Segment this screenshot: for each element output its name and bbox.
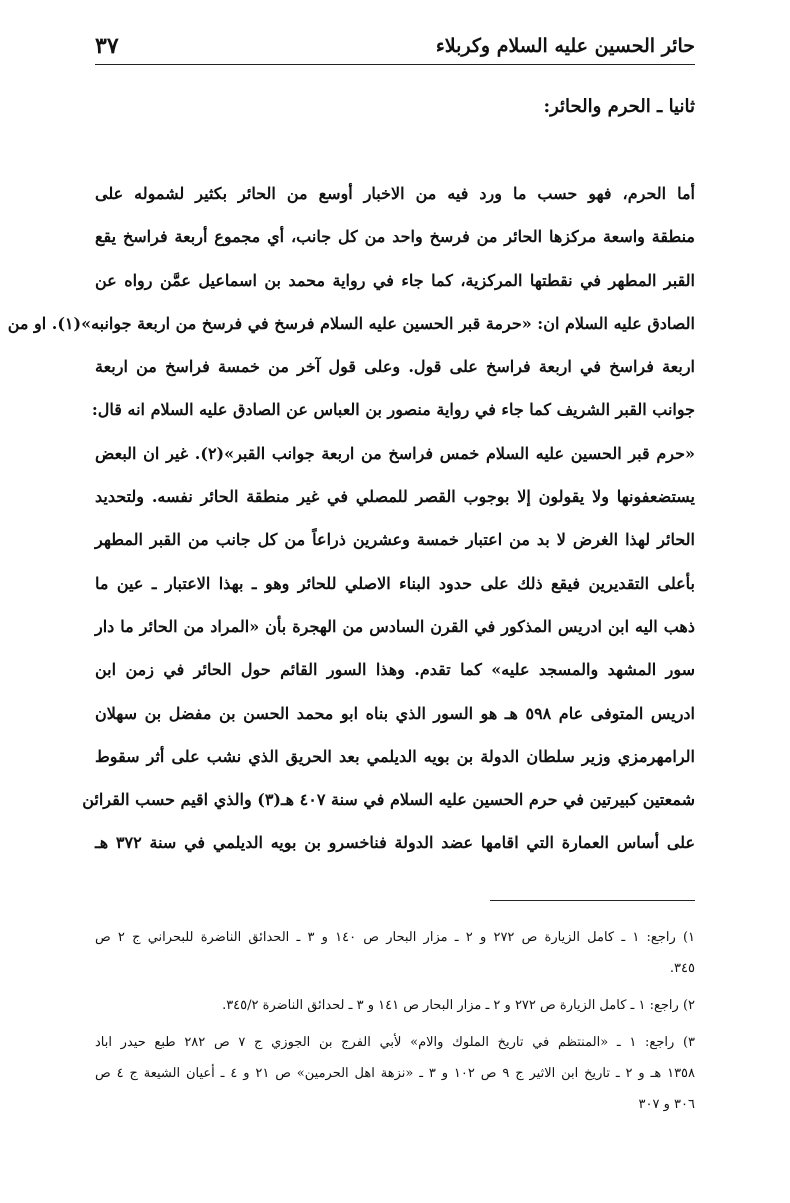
footnote-line: ١٣٥٨ هـ و ٢ ـ تاريخ ابن الاثير ج ٩ ص ١٠٢ و ٣ ـ «نزهة اهل الحرمين» ص ٢١ و ٤ ـ أعيان الشيعة ج ٤ ص xyxy=(95,1066,696,1081)
body-line: منطقة واسعة مركزها الحائر من فرسخ واحد من كل جانب، أي مجموع أربعة فراسخ يقع xyxy=(95,227,695,247)
footnote-line: ٢) راجع: ١ ـ كامل الزيارة ص ٢٧٢ و ٢ ـ مزار البحار ص ١٤١ و ٣ ـ لحدائق الناضرة ٣٤٥/٢. xyxy=(222,998,695,1013)
footnote-line: ١) راجع: ١ ـ كامل الزيارة ص ٢٧٢ و ٢ ـ مزار البحار ص ١٤٠ و ٣ ـ الحدائق الناضرة للبحراني ج ٢ ص xyxy=(95,930,695,945)
footnotes xyxy=(95,922,695,1120)
footnote-1 xyxy=(95,922,695,984)
running-title: حائر الحسين عليه السلام وكربلاء xyxy=(435,35,695,57)
page-number: ٣٧ xyxy=(95,33,119,59)
footnote-line: ٣) راجع: ١ ـ «المنتظم في تاريخ الملوك والام» لأبي الفرج بن الجوزي ج ٧ ص ٢٨٢ طبع حيدر اباد xyxy=(95,1035,696,1050)
body-paragraph xyxy=(7,172,696,865)
footnote-rule xyxy=(490,900,695,901)
running-header xyxy=(95,28,695,64)
body-line: ادريس المتوفى عام ٥٩٨ هـ هو السور الذي بناه ابو محمد الحسن بن مفضل بن سهلان xyxy=(95,703,695,723)
footnote-2 xyxy=(95,990,695,1021)
footnote-line: ٣٤٥. xyxy=(669,961,695,976)
body-line: القبر المطهر في نقطتها المركزية، كما جاء في رواية محمد بن اسماعيل عمَّن رواه عن xyxy=(95,270,695,290)
body-line: الصادق عليه السلام ان: «حرمة قبر الحسين عليه السلام فرسخ في فرسخ من اربعة جوانبه»(١). او من xyxy=(7,313,695,333)
header-rule xyxy=(95,64,695,65)
body-line: يستضعفونها ولا يقولون إلا بوجوب القصر للمصلي في غير منطقة الحائر نفسه. ولتحديد xyxy=(95,487,695,507)
body-line: ذهب اليه ابن ادريس المذكور في القرن السادس من الهجرة بأن «المراد من الحائر ما دار xyxy=(95,616,695,636)
body-line: على أساس العمارة التي اقامها عضد الدولة فناخسرو بن بويه الديلمي في سنة ٣٧٢ هـ xyxy=(95,833,695,853)
body-line: الرامهرمزي وزير سلطان الدولة بن بويه الديلمي بعد الحريق الذي نشب على أثر سقوط xyxy=(95,746,695,766)
body-line: «حرم قبر الحسين عليه السلام خمس فراسخ من اربعة جوانب القبر»(٢). غير ان البعض xyxy=(95,443,695,463)
body-line: اربعة فراسخ في اربعة فراسخ على قول. وعلى قول آخر من خمسة فراسخ من اربعة xyxy=(95,357,696,377)
footnote-line: ٣٠٦ و ٣٠٧ xyxy=(638,1097,695,1112)
body-line: بأعلى التقديرين فيقع ذلك على حدود البناء الاصلي للحائر وهو ـ بهذا الاعتبار ـ عين ما xyxy=(95,573,695,593)
footnote-3 xyxy=(95,1027,695,1120)
body-line: أما الحرم، فهو حسب ما ورد فيه من الاخبار أوسع من الحائر بكثير لشموله على xyxy=(95,184,695,203)
body-line: سور المشهد والمسجد عليه» كما تقدم. وهذا السور القائم حول الحائر في زمن ابن xyxy=(95,660,695,680)
section-heading: ثانيا ـ الحرم والحائر: xyxy=(543,96,695,117)
body-line: شمعتين كبيرتين في حرم الحسين عليه السلام في سنة ٤٠٧ هـ(٣) والذي اقيم حسب القرائن xyxy=(82,790,695,810)
body-line: جوانب القبر الشريف كما جاء في رواية منصور بن العباس عن الصادق عليه السلام انه قال: xyxy=(91,400,695,420)
body-line: الحائر لهذا الغرض لا بد من اعتبار خمسة وعشرين ذراعاً من كل جانب من القبر المطهر xyxy=(95,530,695,550)
